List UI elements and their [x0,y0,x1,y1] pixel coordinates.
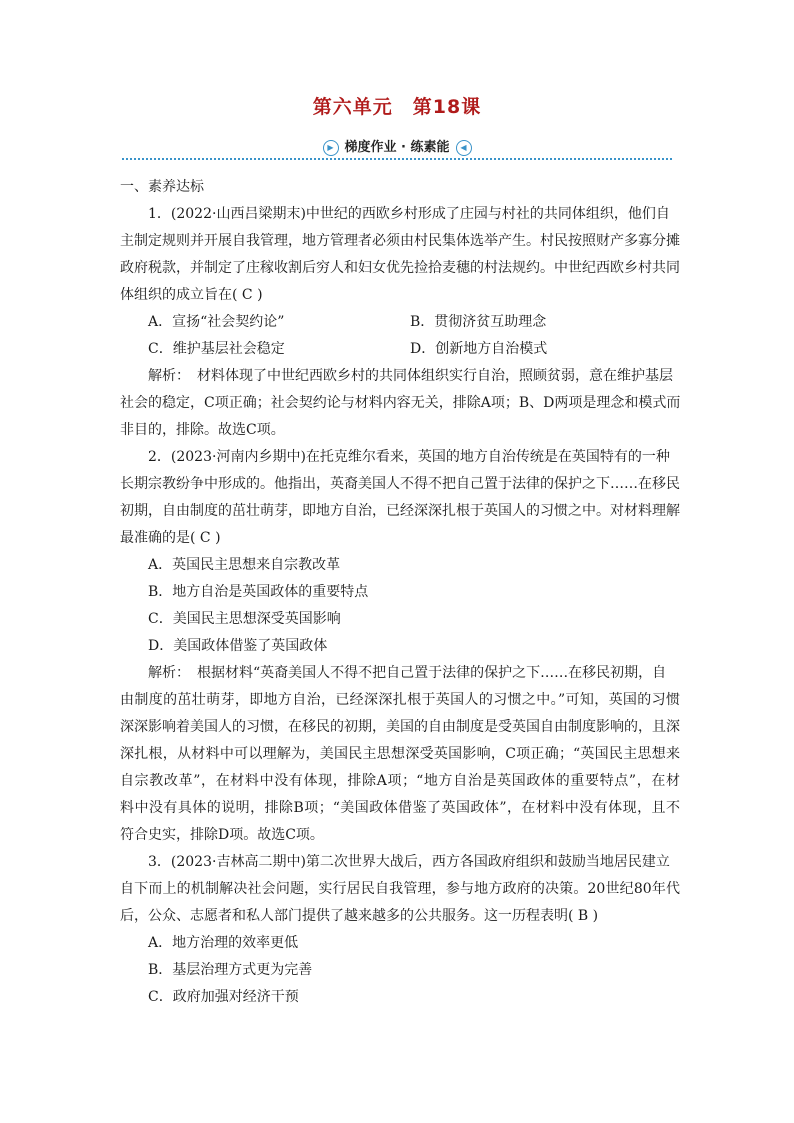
q2-analysis-line: 料中没有具体的说明，排除B项；“美国政体借鉴了英国政体”，在材料中没有体现，且不 [120,800,680,816]
q2-line: 初期，自由制度的茁壮萌芽，即地方自治，已经深深扎根于英国人的习惯之中。对材料理解 [120,503,680,519]
q2-option-b: B．地方自治是英国政体的重要特点 [148,584,369,600]
q1-option-d: D．创新地方自治模式 [410,341,548,357]
q2-analysis-line: 深扎根，从材料中可以理解为，美国民主思想深受英国影响，C项正确；“英国民主思想来 [120,746,680,762]
q1-options-row [120,309,680,336]
q3-line: 自下而上的机制解决社会问题，实行居民自我管理，参与地方政府的决策。20世纪80年代 [120,881,680,897]
section-banner [122,138,672,158]
q2-option-d: D．美国政体借鉴了英国政体 [148,638,328,654]
q1-line: 主制定规则并开展自我管理，地方管理者必须由村民集体选举产生。村民按照财产多寡分摊 [120,233,680,249]
q1-option-c: C．维护基层社会稳定 [148,341,285,357]
q1-analysis-line: 社会的稳定，C项正确；社会契约论与材料内容无关，排除A项；B、D两项是理念和模式而 [120,395,681,411]
q2-analysis-line: 深深影响着美国人的习惯，在移民的初期，美国的自由制度是受英国自由制度影响的，且深 [120,719,680,735]
q2-line: 最准确的是( C ) [120,530,221,546]
q1-line: 1．(2022·山西吕梁期末)中世纪的西欧乡村形成了庄园与村社的共同体组织，他们自 [148,206,670,222]
exercise-content [120,174,680,1011]
q2-analysis-line: 解析： 根据材料“英裔美国人不得不把自己置于法律的保护之下……在移民初期，自 [148,665,667,681]
q1-line: 政府税款，并制定了庄稼收割后穷人和妇女优先捡拾麦穗的村法规约。中世纪西欧乡村共同 [120,260,680,276]
q2-line: 长期宗教纷争中形成的。他指出，英裔美国人不得不把自己置于法律的保护之下……在移民 [120,476,680,492]
q2-option-a: A．英国民主思想来自宗教改革 [148,557,341,573]
q1-analysis-line: 解析： 材料体现了中世纪西欧乡村的共同体组织实行自治，照顾贫弱，意在维护基层 [148,368,673,384]
q2-option-c: C．美国民主思想深受英国影响 [148,611,341,627]
q2-analysis-line: 符合史实，排除D项。故选C项。 [120,827,324,843]
q3-option-a: A．地方治理的效率更低 [148,935,299,951]
q3-option-b: B．基层治理方式更为完善 [148,962,313,978]
arrow-right-icon: ▶ [323,140,339,156]
q3-line: 3．(2023·吉林高二期中)第二次世界大战后，西方各国政府组织和鼓励当地居民建立 [148,854,670,870]
q1-option-a: A．宣扬“社会契约论” [148,314,285,330]
lesson-title: 第六单元 第18课 [312,96,482,118]
q1-line: 体组织的成立旨在( C ) [120,287,263,303]
q2-analysis-line: 自宗教改革”，在材料中没有体现，排除A项；“地方自治是英国政体的重要特点”，在材 [120,773,680,789]
q1-options-row [120,336,680,363]
q3-line: 后，公众、志愿者和私人部门提供了越来越多的公共服务。这一历程表明( B ) [120,908,599,924]
banner-label-box [307,138,487,158]
dotted-divider [122,158,672,160]
q1-analysis-line: 非目的，排除。故选C项。 [120,422,285,438]
section-heading: 一、素养达标 [120,179,204,195]
banner-label: 梯度作业 · 练素能 [344,140,450,155]
q1-option-b: B．贯彻济贫互助理念 [410,314,547,330]
arrow-left-icon: ◀ [456,140,472,156]
q3-option-c: C．政府加强对经济干预 [148,989,299,1005]
q2-line: 2．(2023·河南内乡期中)在托克维尔看来，英国的地方自治传统是在英国特有的一种 [148,449,670,465]
q2-analysis-line: 由制度的茁壮萌芽，即地方自治，已经深深扎根于英国人的习惯之中。”可知，英国的习惯 [120,692,680,708]
